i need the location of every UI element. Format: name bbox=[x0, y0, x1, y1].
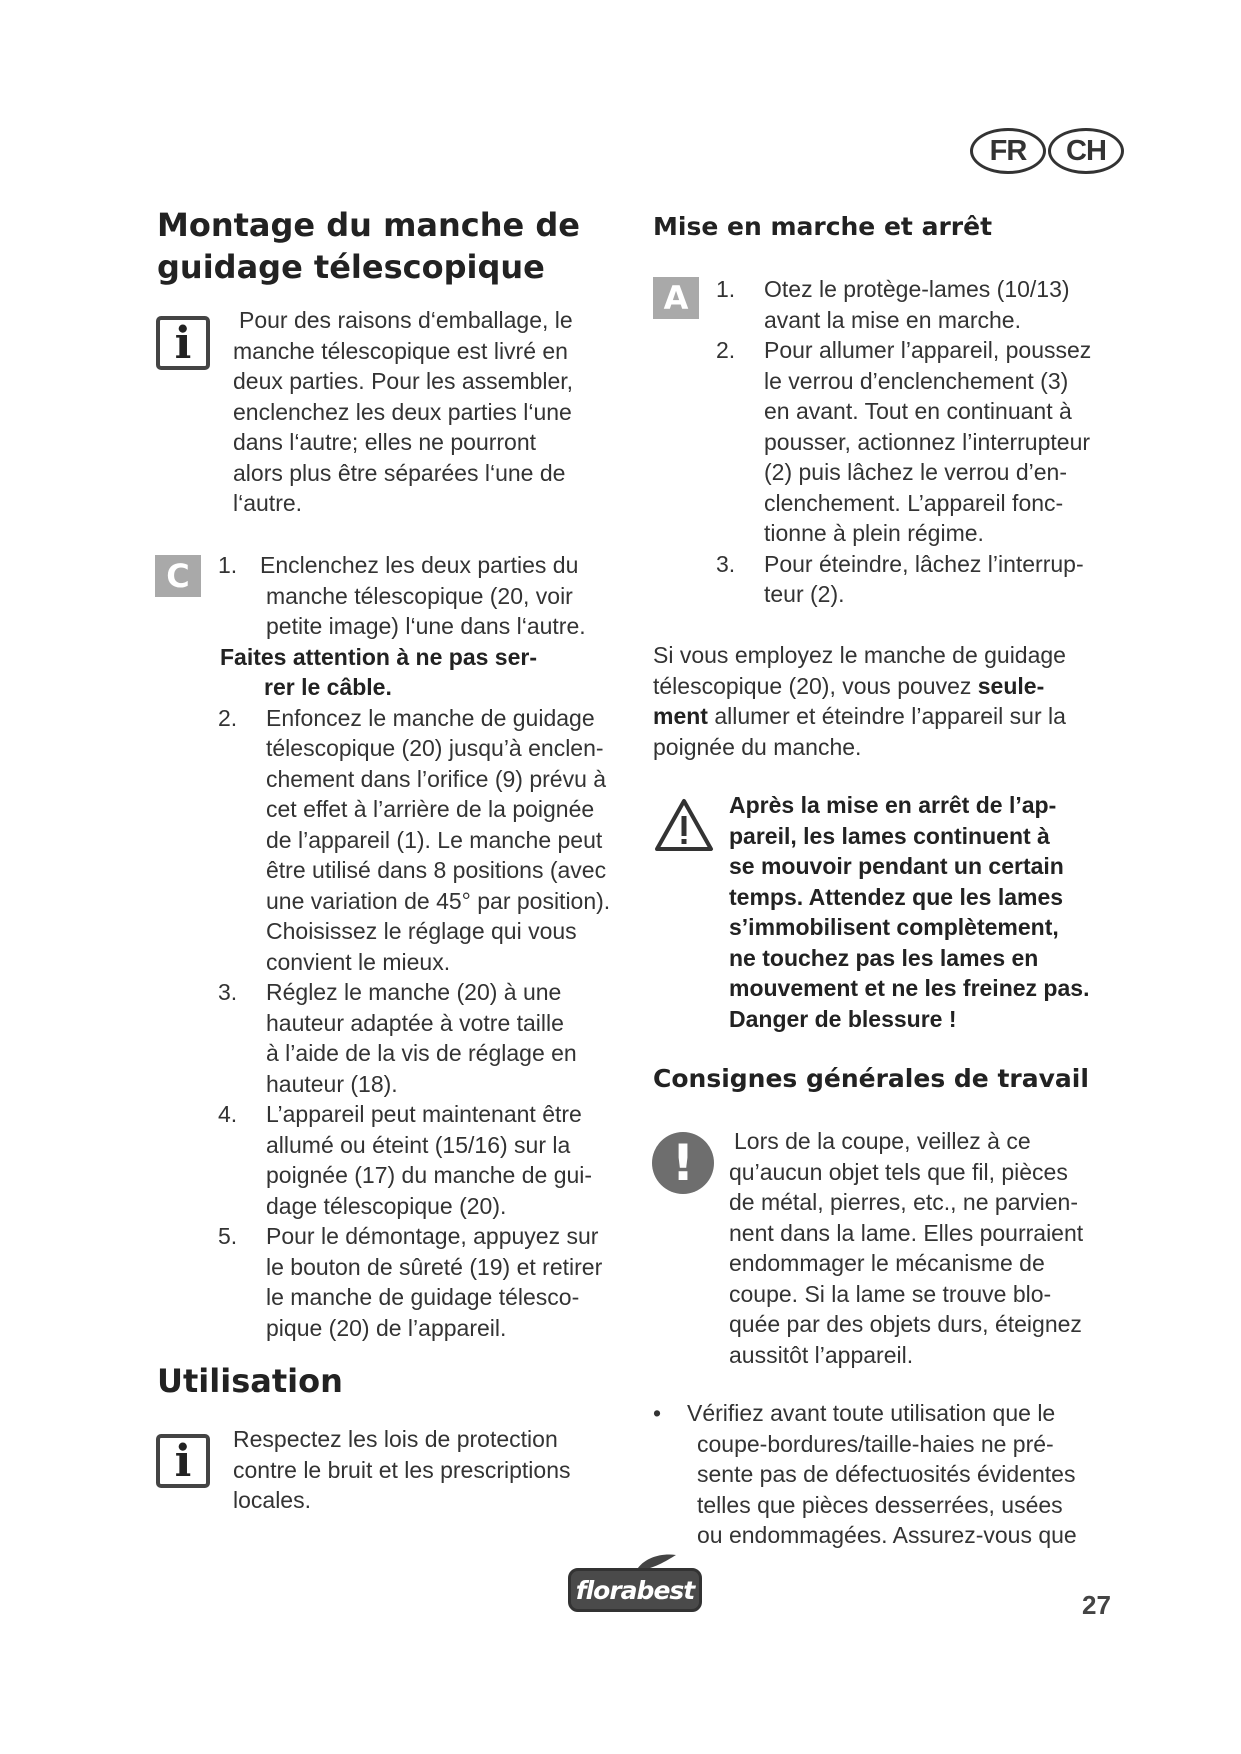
title-line: guidage télescopique bbox=[157, 248, 545, 286]
text-line: Lors de la coupe, veillez à ce bbox=[734, 1128, 1031, 1154]
text-line: Pour éteindre, lâchez l’interrup- bbox=[764, 550, 1084, 577]
montage-steps bbox=[218, 550, 638, 1343]
text-line: le verrou d’enclenchement (3) bbox=[764, 367, 1069, 394]
text-line: hauteur adaptée à votre taille bbox=[266, 1009, 564, 1036]
section-title-consignes: Consignes générales de travail bbox=[653, 1064, 1089, 1093]
text-line: à l’aide de la vis de réglage en bbox=[266, 1040, 577, 1066]
info-note-noise bbox=[233, 1424, 633, 1516]
text-line: qu’aucun objet tels que fil, pièces bbox=[729, 1158, 1068, 1185]
text-line: teur (2). bbox=[764, 581, 845, 607]
list-item bbox=[218, 703, 638, 978]
exclamation-icon: ! bbox=[652, 1132, 714, 1194]
text-line: dans l‘autre; elles ne pourront bbox=[233, 429, 537, 455]
text-line: Vérifiez avant toute utilisation que le bbox=[687, 1400, 1056, 1426]
text-line: L’appareil peut maintenant être bbox=[266, 1101, 582, 1127]
mise-steps bbox=[716, 274, 1136, 610]
text-line: alors plus être séparées l‘une de bbox=[233, 459, 566, 486]
language-badges bbox=[970, 128, 1124, 174]
brand-logo bbox=[568, 1568, 702, 1612]
step-number: 5. bbox=[218, 1223, 238, 1249]
step-number: 3. bbox=[716, 550, 736, 577]
text-line: petite image) l‘une dans l‘autre. bbox=[266, 613, 586, 639]
text-line: deux parties. Pour les assembler, bbox=[233, 368, 574, 394]
text-line: mouvement et ne les freinez pas. bbox=[729, 975, 1090, 1001]
step-number: 1. bbox=[218, 552, 238, 578]
text-line: hauteur (18). bbox=[266, 1070, 398, 1097]
section-title-montage bbox=[157, 204, 580, 288]
step-number: 2. bbox=[716, 337, 736, 363]
text-line: Otez le protège-lames (10/13) bbox=[764, 276, 1070, 302]
text-line: l‘autre. bbox=[233, 490, 303, 516]
text-line: temps. Attendez que les lames bbox=[729, 883, 1064, 910]
cable-warning bbox=[220, 642, 638, 703]
text-line: quée par des objets durs, éteignez bbox=[729, 1311, 1082, 1337]
text-line: coupe. Si la lame se trouve blo- bbox=[729, 1280, 1052, 1307]
page-number: 27 bbox=[1082, 1590, 1111, 1620]
list-item bbox=[218, 977, 638, 1099]
text-line: pareil, les lames continuent à bbox=[729, 822, 1050, 849]
text-run: allumer et éteindre l’appareil sur la bbox=[707, 703, 1066, 729]
text-line: être utilisé dans 8 positions (avec bbox=[266, 857, 607, 883]
text-line: rer le câble. bbox=[264, 674, 392, 700]
text-line: dage télescopique (20). bbox=[266, 1192, 507, 1219]
text-line: télescopique (20) jusqu’à enclen- bbox=[266, 735, 604, 761]
text-line: enclenchez les deux parties l‘une bbox=[233, 398, 572, 425]
list-item bbox=[716, 335, 1136, 549]
list-item bbox=[716, 274, 1136, 335]
text-line: poignée (17) du manche de gui- bbox=[266, 1162, 593, 1188]
text-line: le bouton de sûreté (19) et retirer bbox=[266, 1253, 603, 1280]
text-line: pique (20) de l’appareil. bbox=[266, 1314, 507, 1341]
text-line: Pour des raisons d‘emballage, le bbox=[239, 307, 573, 333]
text-line: une variation de 45° par position). bbox=[266, 887, 611, 914]
list-item bbox=[218, 1221, 638, 1343]
figure-label-a: A bbox=[653, 277, 699, 319]
text-line: (2) puis lâchez le verrou d’en- bbox=[764, 459, 1067, 485]
step-number: 1. bbox=[716, 276, 736, 302]
list-item bbox=[653, 1398, 1133, 1551]
info-note-packaging bbox=[233, 305, 633, 519]
danger-warning bbox=[729, 790, 1139, 1034]
info-icon: i bbox=[156, 1434, 210, 1488]
text-line: Si vous employez le manche de guidage bbox=[653, 642, 1066, 668]
text-line: sente pas de défectuosités évidentes bbox=[697, 1461, 1076, 1487]
text-line: poignée du manche. bbox=[653, 733, 862, 760]
list-item bbox=[218, 1099, 638, 1221]
list-item bbox=[218, 550, 638, 642]
text-line: se mouvoir pendant un certain bbox=[729, 853, 1064, 879]
text-line: Enclenchez les deux parties du bbox=[260, 552, 579, 578]
text-line: aussitôt l’appareil. bbox=[729, 1341, 914, 1368]
text-line: manche télescopique (20, voir bbox=[266, 582, 573, 609]
text-line: Respectez les lois de protection bbox=[233, 1426, 558, 1452]
language-badge-fr: FR bbox=[970, 128, 1046, 174]
text-run-bold: ment bbox=[653, 703, 708, 729]
step-number: 3. bbox=[218, 979, 238, 1005]
text-line: contre le bruit et les prescriptions bbox=[233, 1456, 571, 1483]
text-line: Faites attention à ne pas ser- bbox=[220, 643, 537, 670]
figure-label-c: C bbox=[155, 555, 201, 597]
step-number: 2. bbox=[218, 704, 238, 731]
text-line: convient le mieux. bbox=[266, 948, 451, 975]
list-item bbox=[716, 549, 1136, 610]
text-line: Pour le démontage, appuyez sur bbox=[266, 1223, 599, 1249]
text-line: chement dans l’orifice (9) prévu à bbox=[266, 765, 607, 792]
text-line: Pour allumer l’appareil, poussez bbox=[764, 337, 1092, 363]
text-line: clenchement. L’appareil fonc- bbox=[764, 489, 1064, 516]
brand-logo-text: florabest bbox=[575, 1575, 695, 1605]
text-line: ou endommagées. Assurez-vous que bbox=[697, 1522, 1077, 1548]
text-run: télescopique (20), vous pouvez bbox=[653, 672, 978, 699]
title-line: Montage du manche de bbox=[157, 206, 580, 244]
text-line: coupe-bordures/taille-haies ne pré- bbox=[697, 1430, 1054, 1457]
text-line: ne touchez pas les lames en bbox=[729, 944, 1039, 971]
text-line: en avant. Tout en continuant à bbox=[764, 398, 1072, 424]
text-line: de l’appareil (1). Le manche peut bbox=[266, 826, 603, 853]
text-line: de métal, pierres, etc., ne parvien- bbox=[729, 1189, 1078, 1215]
bullet-icon: • bbox=[653, 1400, 662, 1426]
step-number: 4. bbox=[218, 1101, 238, 1127]
text-line: telles que pièces desserrées, usées bbox=[697, 1491, 1063, 1518]
warning-triangle-icon bbox=[653, 797, 715, 858]
text-run-bold: seule- bbox=[977, 672, 1045, 699]
text-line: allumé ou éteint (15/16) sur la bbox=[266, 1131, 571, 1158]
text-line: endommager le mécanisme de bbox=[729, 1250, 1045, 1276]
text-line: avant la mise en marche. bbox=[764, 306, 1021, 333]
info-icon: i bbox=[156, 316, 210, 370]
text-line: cet effet à l’arrière de la poignée bbox=[266, 796, 595, 822]
telescopic-handle-note bbox=[653, 640, 1133, 762]
text-line: tionne à plein régime. bbox=[764, 520, 984, 546]
text-line: le manche de guidage télesco- bbox=[266, 1284, 580, 1310]
notice-cutting bbox=[729, 1126, 1149, 1370]
text-line: pousser, actionnez l’interrupteur bbox=[764, 428, 1091, 455]
text-line: Enfoncez le manche de guidage bbox=[266, 704, 595, 731]
text-line: manche télescopique est livré en bbox=[233, 337, 568, 364]
text-line: Réglez le manche (20) à une bbox=[266, 979, 562, 1005]
text-line: Après la mise en arrêt de l’ap- bbox=[729, 792, 1057, 818]
text-line: locales. bbox=[233, 1487, 311, 1513]
section-title-utilisation: Utilisation bbox=[157, 1362, 343, 1400]
text-line: Danger de blessure ! bbox=[729, 1005, 957, 1032]
text-line: s’immobilisent complètement, bbox=[729, 914, 1059, 940]
section-title-mise-en-marche: Mise en marche et arrêt bbox=[653, 212, 993, 241]
text-line: Choisissez le réglage qui vous bbox=[266, 918, 577, 944]
language-badge-ch: CH bbox=[1048, 128, 1124, 174]
text-line: nent dans la lame. Elles pourraient bbox=[729, 1219, 1084, 1246]
